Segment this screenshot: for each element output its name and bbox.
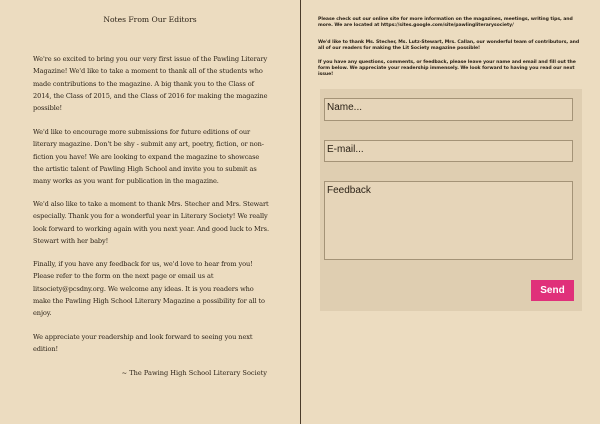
email-field[interactable]: E-mail... — [324, 140, 573, 162]
editors-paragraph-5: We appreciate your readership and look forward to seeing you next edition! — [33, 333, 253, 354]
info-note-feedback: If you have any questions, comments, or feedback, please leave your name and email and fill out the form below. We appreciate your readership immensely. We look forward to having you read our next issue! — [318, 60, 576, 78]
editors-paragraph-2: We'd like to encourage more submissions for future editions of our literary magazine. Don't be shy - submit any art, poetry, fiction, or non-fiction you have! We are looking to expand the magazine to showcase the artistic talent of Pawling High School and invite you to submit as many works as you want for publication in the magazine. — [33, 128, 264, 186]
editors-paragraph-3: We'd also like to take a moment to thank Mrs. Stecher and Mrs. Stewart especially. Thank you for a wonderful year in Literary Society! We really look forward to working again with you next year. And good luck to Mrs. Stewart with her baby! — [33, 200, 269, 245]
right-page — [301, 0, 600, 424]
send-button[interactable]: Send — [531, 280, 574, 301]
signature: ~ The Pawing High School Literary Society — [121, 369, 267, 377]
feedback-textarea[interactable]: Feedback — [324, 181, 573, 260]
editors-paragraph-1: We're so excited to bring you our very first issue of the Pawling Literary Magazine! We'd like to take a moment to thank all of the students who made contributions to the magazine. A big thank you to the Class of 2014, the Class of 2015, and the Class of 2016 for making the magazine possible! — [33, 55, 268, 113]
info-note-thanks: We'd like to thank Ms. Stecher, Ms. Lutz-Stewart, Mrs. Callan, our wonderful team of contributors, and all of our readers for making the Lit Society magazine possible! — [318, 40, 580, 52]
name-field[interactable]: Name... — [324, 98, 573, 121]
info-note-website: Please check out our online site for more information on the magazines, meetings, writing tips, and more. We are located at https://sites.google.com/site/pawlingliterarysociety/ — [318, 17, 573, 29]
feedback-form — [320, 89, 582, 311]
page-title: Notes From Our Editors — [103, 15, 197, 24]
editors-paragraph-4: Finally, if you have any feedback for us, we'd love to hear from you! Please refer to the form on the next page or email us at litsociety@pcsdny.org. We welcome any ideas. It is you readers who make the Pawling High School Literary Magazine a possibility for all to enjoy. — [33, 260, 265, 318]
